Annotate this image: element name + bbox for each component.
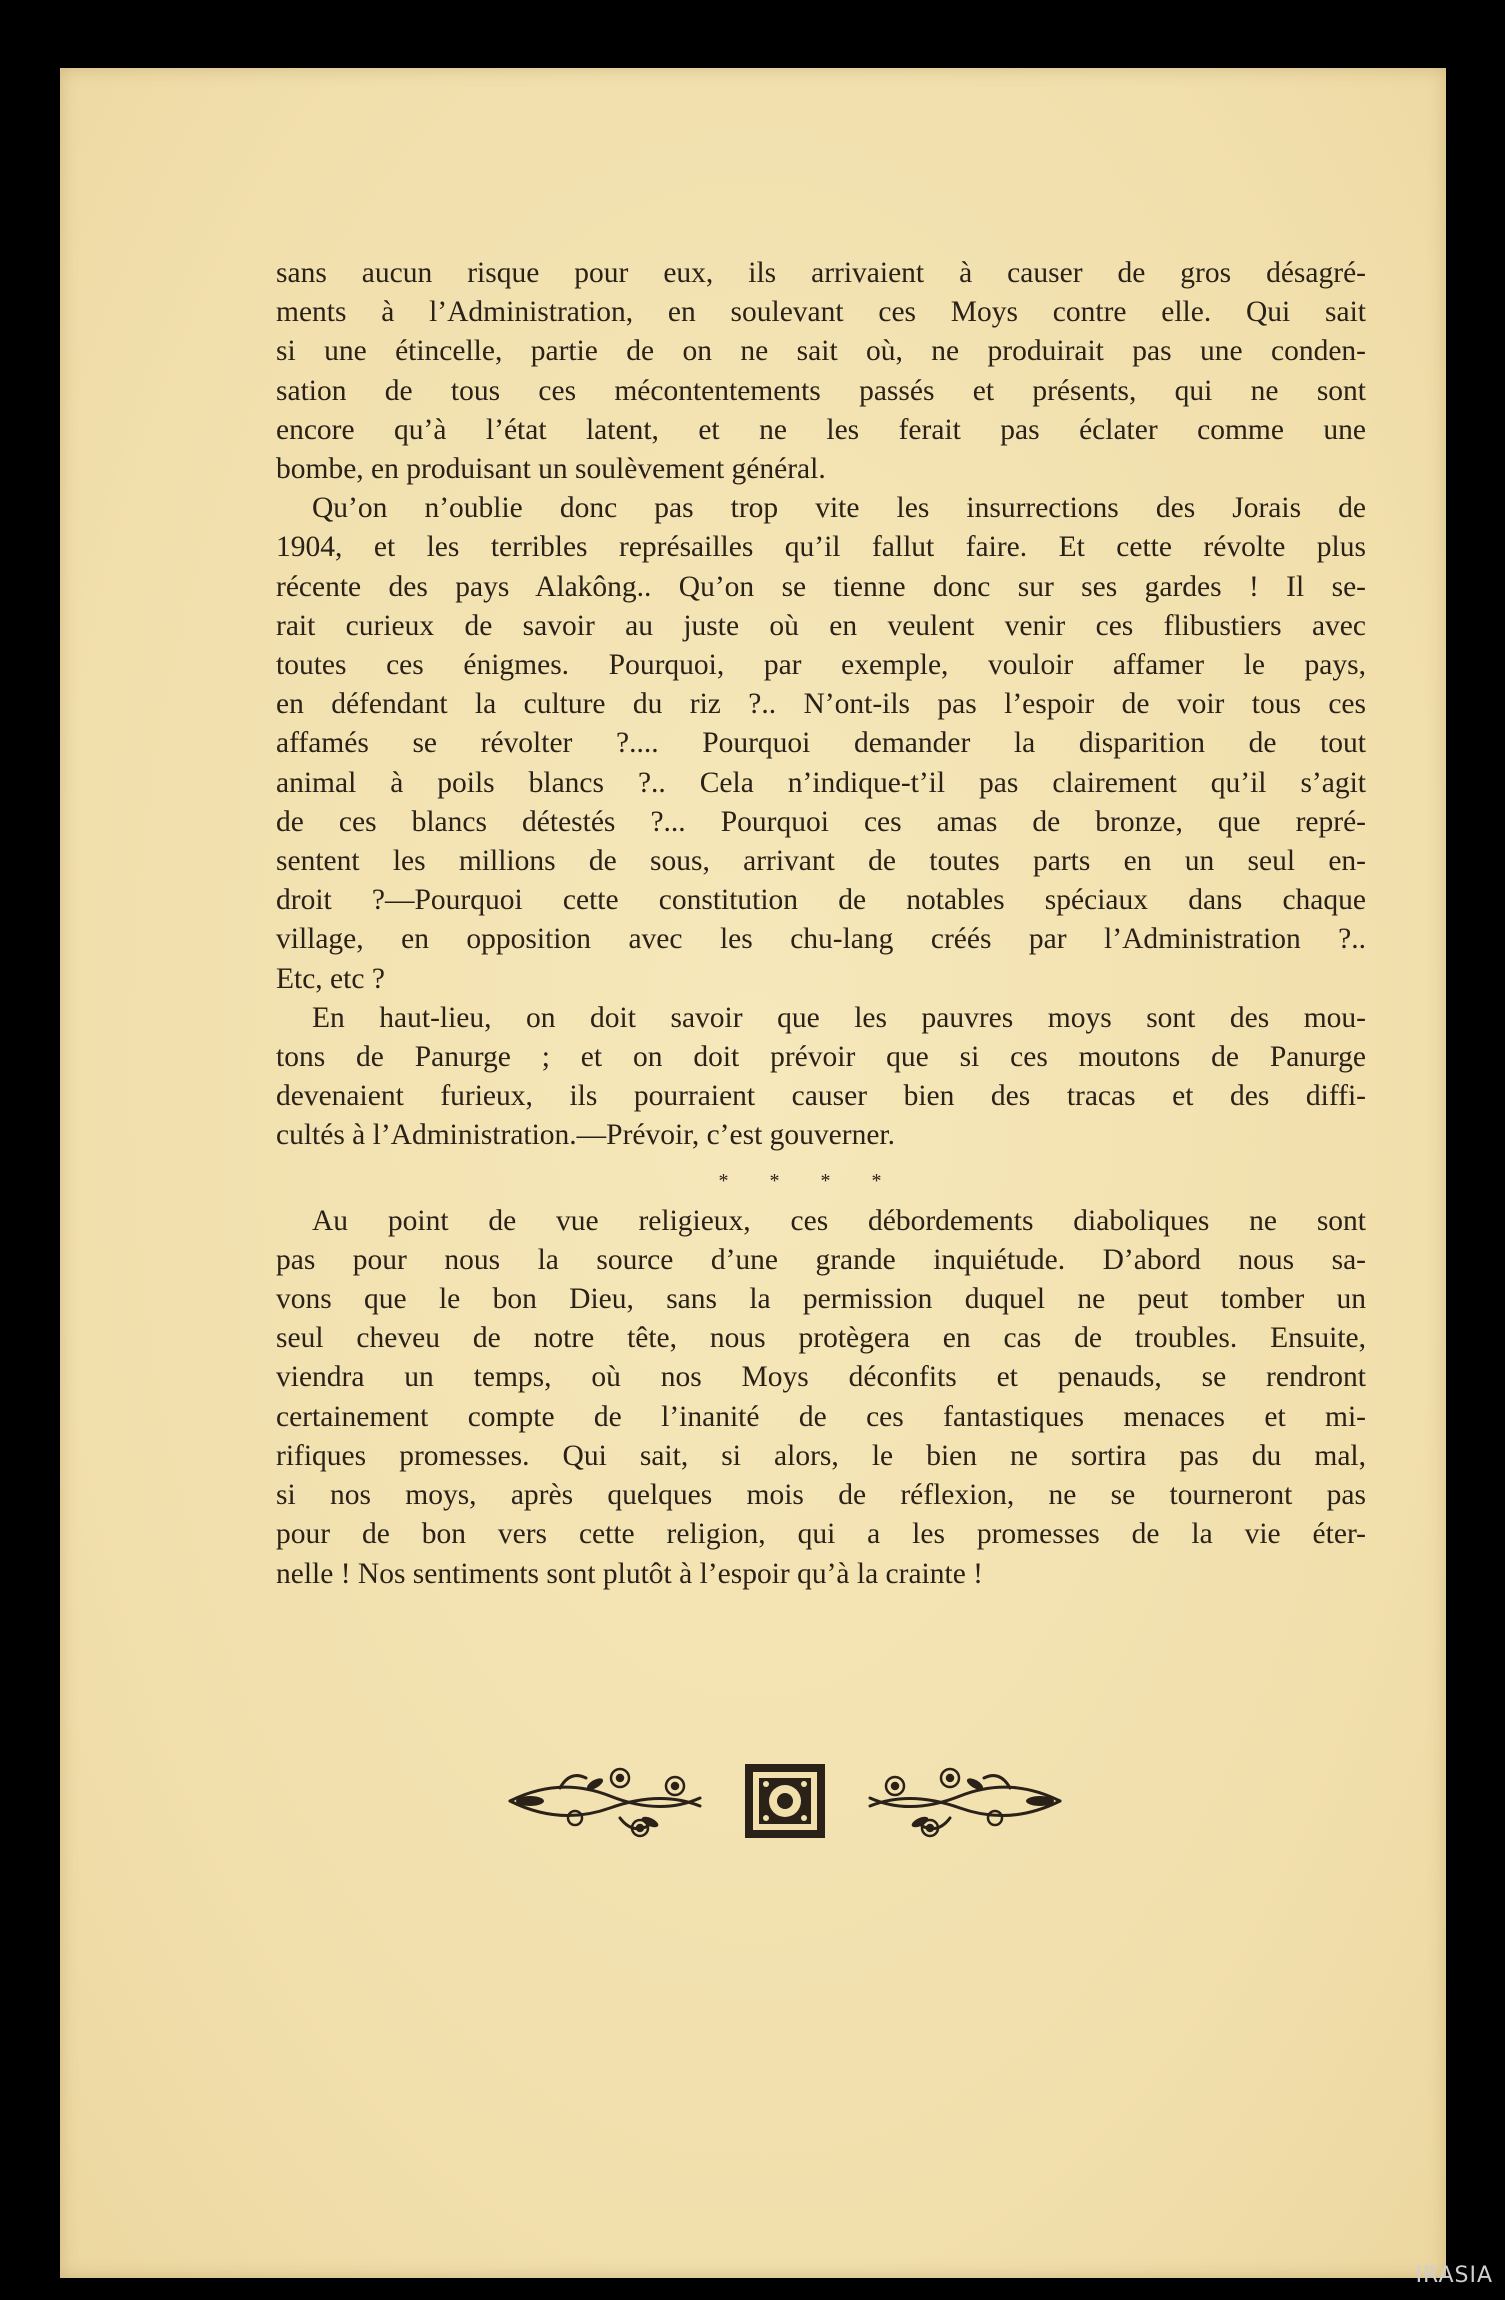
text-line: pas pour nous la source d’une grande inquiétude. D’abord nous sa- <box>276 1243 1366 1276</box>
section-separator: * * * * <box>718 1169 900 1192</box>
document-page <box>60 68 1446 2278</box>
text-line: viendra un temps, où nos Moys déconfits et penauds, se rendront <box>276 1361 1366 1394</box>
text-line: Etc, etc ? <box>276 962 385 995</box>
text-line: sans aucun risque pour eux, ils arrivaient à causer de gros désagré- <box>276 257 1366 289</box>
text-line: si une étincelle, partie de on ne sait où, ne produirait pas une conden- <box>276 335 1366 368</box>
text-line: sation de tous ces mécontentements passés et présents, qui ne sont <box>276 374 1366 407</box>
text-line: toutes ces énigmes. Pourquoi, par exemple, vouloir affamer le pays, <box>276 649 1366 682</box>
text-line: devenaient furieux, ils pourraient causer bien des tracas et des diffi- <box>276 1080 1366 1113</box>
text-line: rifiques promesses. Qui sait, si alors, le bien ne sortira pas du mal, <box>276 1439 1366 1472</box>
text-line: en défendant la culture du riz ?.. N’ont-ils pas l’espoir de voir tous ces <box>276 688 1366 721</box>
text-line: village, en opposition avec les chu-lang créés par l’Administration ?.. <box>276 923 1366 956</box>
text-line: affamés se révolter ?.... Pourquoi demander la disparition de tout <box>276 727 1366 760</box>
text-line: droit ?—Pourquoi cette constitution de notables spéciaux dans chaque <box>276 884 1366 917</box>
text-line: de ces blancs détestés ?... Pourquoi ces amas de bronze, que repré- <box>276 805 1366 838</box>
watermark: IRASIA <box>1415 2263 1493 2288</box>
text-line: récente des pays Alakông.. Qu’on se tienne donc sur ses gardes ! Il se- <box>276 570 1366 603</box>
text-line: ments à l’Administration, en soulevant ces Moys contre elle. Qui sait <box>276 296 1366 329</box>
text-line: sentent les millions de sous, arrivant de toutes parts en un seul en- <box>276 845 1366 878</box>
paragraph <box>276 999 1366 1156</box>
text-line: vons que le bon Dieu, sans la permission duquel ne peut tomber un <box>276 1283 1366 1316</box>
text-line: Qu’on n’oublie donc pas trop vite les insurrections des Jorais de <box>312 492 1366 525</box>
text-line: nelle ! Nos sentiments sont plutôt à l’espoir qu’à la crainte ! <box>276 1557 983 1590</box>
text-line: bombe, en produisant un soulèvement général. <box>276 453 826 486</box>
text-line: animal à poils blancs ?.. Cela n’indique-t’il pas clairement qu’il s’agit <box>276 766 1366 799</box>
text-line: pour de bon vers cette religion, qui a les promesses de la vie éter- <box>276 1518 1366 1551</box>
text-line: cultés à l’Administration.—Prévoir, c’est gouverner. <box>276 1119 895 1152</box>
paragraphs-after-separator <box>276 1202 1366 1594</box>
text-line: Au point de vue religieux, ces débordements diaboliques ne sont <box>312 1204 1366 1237</box>
paragraph <box>276 1202 1366 1594</box>
text-line: si nos moys, après quelques mois de réflexion, ne se tourneront pas <box>276 1479 1366 1512</box>
text-line: encore qu’à l’état latent, et ne les ferait pas éclater comme une <box>276 413 1366 446</box>
text-line: tons de Panurge ; et on doit prévoir que si ces moutons de Panurge <box>276 1041 1366 1074</box>
text-line: rait curieux de savoir au juste où en veulent venir ces flibustiers avec <box>276 609 1366 642</box>
body-text <box>276 254 1366 1594</box>
text-line: 1904, et les terribles représailles qu’il fallut faire. Et cette révolte plus <box>276 531 1366 564</box>
text-line: En haut-lieu, on doit savoir que les pauvres moys sont des mou- <box>312 1001 1366 1034</box>
paragraph <box>276 489 1366 999</box>
text-line: certainement compte de l’inanité de ces fantastiques menaces et mi- <box>276 1400 1366 1433</box>
paragraphs-before-separator <box>276 254 1366 1156</box>
paragraph <box>276 254 1366 489</box>
text-line: seul cheveu de notre tête, nous protègera en cas de troubles. Ensuite, <box>276 1322 1366 1355</box>
floral-vignette-icon <box>500 1756 1070 1846</box>
